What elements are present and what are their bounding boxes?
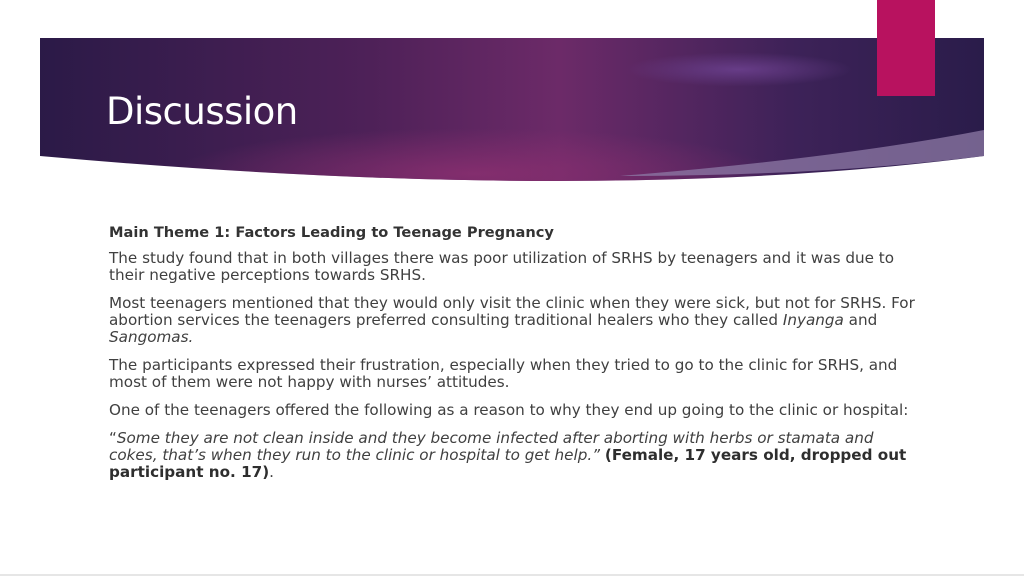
paragraph-frustration: The participants expressed their frustration, especially when they tried to go to the clinic for SRHS, and most of them were not happy with nurses’ attitudes. — [109, 356, 898, 391]
quote-text: Some they are not clean inside and they become infected after aborting with herbs or stamata and cokes, that’s when they run to the clinic or hospital to get help.” — [109, 429, 874, 464]
theme-heading: Main Theme 1: Factors Leading to Teenage Pregnancy — [109, 224, 554, 241]
paragraph-clinic-visits — [109, 295, 921, 346]
accent-tab — [877, 0, 935, 96]
quote-attribution: (Female, 17 years old, dropped out participant no. 17) — [109, 446, 907, 481]
term-sangomas: Sangomas. — [109, 328, 194, 346]
paragraph-reason-intro: One of the teenagers offered the following as a reason to why they end up going to the clinic or hospital: — [109, 401, 909, 419]
slide-body — [109, 224, 921, 492]
quote-end-mark: . — [269, 463, 274, 481]
quote-open-mark: “ — [109, 429, 117, 447]
term-inyanga: Inyanga — [782, 311, 844, 329]
slide-title: Discussion — [106, 90, 298, 133]
paragraph-utilization: The study found that in both villages there was poor utilization of SRHS by teenagers and it was due to their negative perceptions towards SRHS. — [109, 249, 895, 284]
conjunction-text: and — [843, 311, 878, 329]
participant-quote — [109, 430, 921, 481]
paragraph-clinic-visits-text: Most teenagers mentioned that they would only visit the clinic when they were sick, but not for SRHS. For abortion services the teenagers preferred consulting traditional healers who they called — [109, 294, 915, 329]
